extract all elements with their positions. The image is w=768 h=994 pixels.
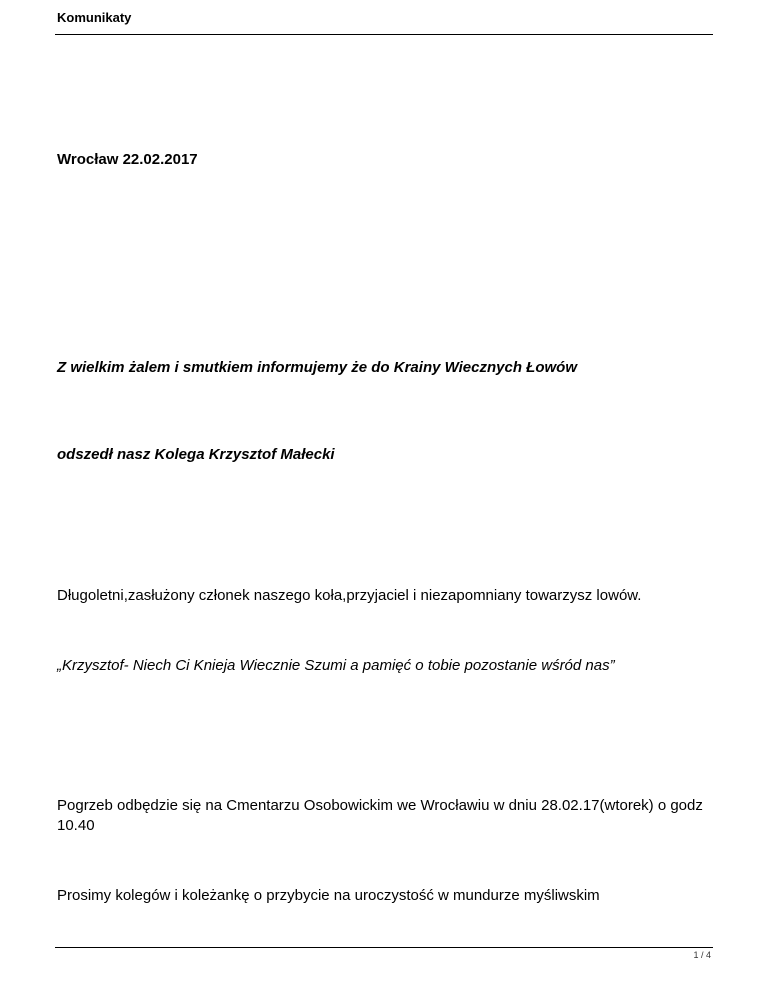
page-header-title: Komunikaty [57, 10, 132, 25]
member-description: Długoletni,zasłużony członek naszego koła,przyjaciel i niezapomniany towarzysz lowów. [57, 587, 642, 604]
announcement-line-1: Z wielkim żalem i smutkiem informujemy że do Krainy Wiecznych Łowów [57, 359, 577, 376]
memorial-quote: „Krzysztof- Niech Ci Knieja Wiecznie Szumi a pamięć o tobie pozostanie wśród nas” [57, 657, 615, 674]
funeral-info: Pogrzeb odbędzie się na Cmentarzu Osobowickim we Wrocławiu w dniu 28.02.17(wtorek) o godz 10.40 [57, 797, 703, 834]
footer-divider [55, 947, 713, 948]
date-line: Wrocław 22.02.2017 [57, 151, 198, 168]
page-number: 1 / 4 [693, 950, 711, 960]
announcement-line-2: odszedł nasz Kolega Krzysztof Małecki [57, 446, 335, 463]
header-divider [55, 34, 713, 35]
attendance-request: Prosimy kolegów i koleżankę o przybycie na uroczystość w mundurze myśliwskim [57, 887, 600, 904]
